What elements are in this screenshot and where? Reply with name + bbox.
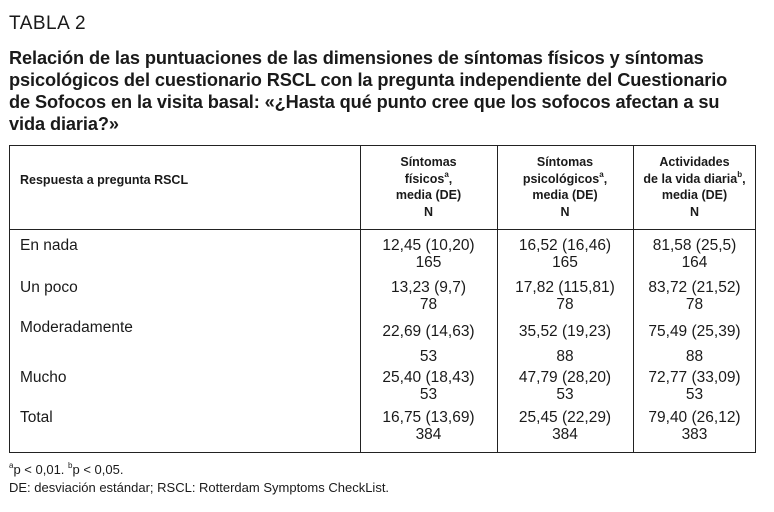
row-label: Mucho (20, 369, 67, 386)
header-response: Respuesta a pregunta RSCL (20, 173, 189, 187)
table-cell: 16,75 (13,69) 384 (382, 409, 475, 443)
table-cell: 17,82 (115,81) 78 (515, 279, 615, 313)
table-cell: 79,40 (26,12) 383 (648, 409, 741, 443)
header-line: Síntomas (536, 155, 594, 169)
table-cell: 83,72 (21,52) 78 (648, 279, 741, 313)
header-line: media (DE) (395, 188, 462, 202)
header-divider (10, 229, 755, 230)
caption-line: Relación de las puntuaciones de las dimensiones de síntomas físicos y síntomas (9, 48, 704, 68)
header-line: físicos$^a$, (404, 169, 453, 186)
header-line: N (560, 204, 570, 219)
header-line: N (689, 204, 700, 219)
header-line: media (DE) (661, 188, 728, 202)
table-cell: 25,45 (22,29) 384 (518, 409, 612, 443)
header-physical-symptoms (360, 154, 497, 220)
data-table (9, 145, 756, 453)
table-cell: 13,23 (9,7) 78 (391, 279, 466, 313)
header-line: Actividades (659, 155, 730, 169)
header-daily-activities (633, 154, 756, 220)
header-line: media (DE) (532, 188, 598, 202)
table-cell: 81,58 (25,5) 164 (652, 237, 737, 271)
footnote-abbreviations: DE: desviación estándar; RSCL: Rotterdam Symptoms CheckList. (9, 480, 390, 495)
footnote-significance: $^a$p < 0,01. $^b$p < 0,05. (9, 461, 124, 477)
row-label: En nada (20, 237, 78, 254)
row-label: Moderadamente (20, 319, 133, 336)
table-cell: 75,49 (25,39) 88 (648, 323, 741, 365)
caption-line: psicológicos del cuestionario RSCL con la pregunta independiente del Cuestionario (9, 70, 728, 90)
table-cell: 72,77 (33,09) 53 (648, 369, 741, 403)
header-line: psicológicos$^a$, (522, 169, 608, 186)
header-line: N (423, 204, 434, 219)
table-caption (9, 47, 765, 135)
table-cell: 35,52 (19,23) 88 (518, 323, 612, 365)
row-label: Total (20, 409, 53, 426)
header-line: de la vida diaria$^b$, (643, 169, 746, 186)
table-cell: 16,52 (16,46) 165 (518, 237, 612, 271)
table-cell: 25,40 (18,43) 53 (382, 369, 475, 403)
table-cell: 47,79 (28,20) 53 (518, 369, 612, 403)
header-line: Síntomas (400, 155, 457, 169)
table-cell: 12,45 (10,20) 165 (382, 237, 475, 271)
table-label: TABLA 2 (9, 13, 87, 34)
header-psychological-symptoms (497, 154, 633, 220)
caption-line: vida diaria?» (9, 114, 119, 134)
row-label: Un poco (20, 279, 78, 296)
table-cell: 22,69 (14,63) 53 (382, 323, 475, 365)
caption-line: de Sofocos en la visita basal: «¿Hasta qué punto cree que los sofocos afectan a su (9, 92, 720, 112)
